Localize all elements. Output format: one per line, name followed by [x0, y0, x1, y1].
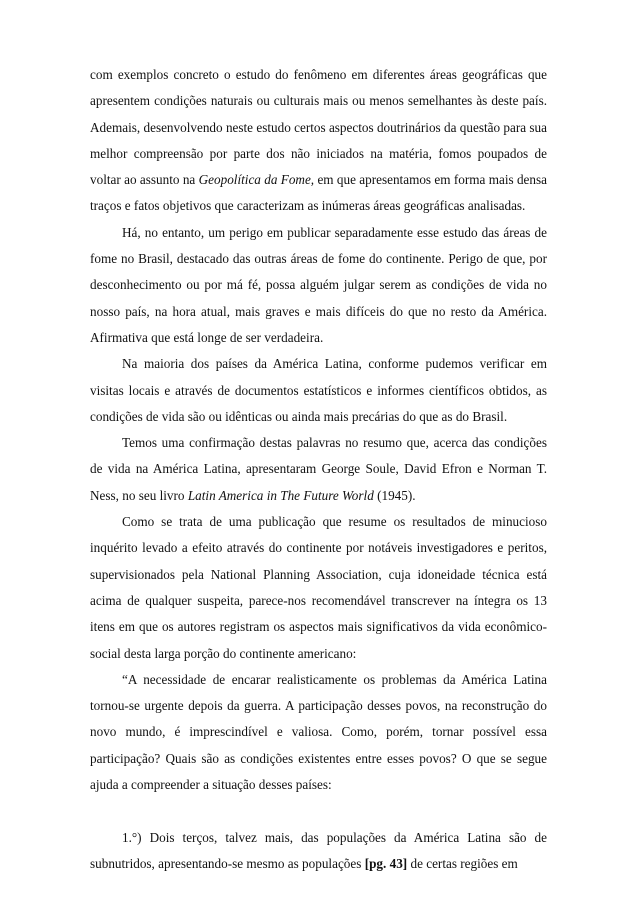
paragraph-4-text-b: (1945). — [373, 487, 416, 503]
page-marker: [pg. 43] — [364, 855, 408, 871]
paragraph-5-text: Como se trata de uma publicação que resume os resultados de minucioso inquérito levado a efeito através do continente por notáveis investigadores e peritos, supervisionados pela National Planning Association, cuja idoneidade técnica está acima de qualquer suspeita, parece-nos recomendável transcrever na íntegra os 13 itens em que os autores registram os aspectos mais significativos da vida econômico-social desta larga porção do continente americano: — [90, 514, 547, 661]
paragraph-7-item-1 — [90, 825, 547, 878]
paragraph-6-quote — [90, 667, 547, 798]
document-body — [90, 62, 547, 877]
paragraph-3 — [90, 351, 547, 430]
paragraph-4 — [90, 430, 547, 509]
book-title-latin-america: Latin America in The Future World — [187, 487, 374, 503]
paragraph-2-text: Há, no entanto, um perigo em publicar separadamente esse estudo das áreas de fome no Brasil, destacado das outras áreas de fome do continente. Perigo de que, por desconhecimento ou por má fé, possa alguém julgar serem as condições de vida no nosso país, na hora atual, mais graves e mais difíceis do que no resto da América. Afirmativa que está longe de ser verdadeira. — [90, 224, 547, 345]
paragraph-4-text-a: Temos uma confirmação destas palavras no resumo que, acerca das condições de vida na América Latina, apresentaram George Soule, David Efron e Norman T. Ness, no seu livro — [90, 435, 547, 503]
paragraph-1-text-b: em que apresentamos em forma mais densa traços e fatos objetivos que caracterizam as inúmeras áreas geográficas analisadas. — [90, 172, 547, 214]
paragraph-7-text-a: 1.°) Dois terços, talvez mais, das populações da América Latina são de subnutridos, apresentando-se mesmo as populações — [90, 829, 547, 871]
paragraph-1-text-a: com exemplos concreto o estudo do fenômeno em diferentes áreas geográficas que apresentem condições naturais ou culturais mais ou menos semelhantes às deste país. Ademais, desenvolvendo neste estudo certos aspectos doutrinários da questão para sua melhor compreensão por parte dos não iniciados na matéria, fomos poupados de voltar ao assunto na — [90, 67, 547, 188]
paragraph-6-text: “A necessidade de encarar realisticamente os problemas da América Latina tornou-se urgente depois da guerra. A participação desses povos, na reconstrução do novo mundo, é imprescindível e valiosa. Como, porém, tornar possível essa participação? Quais são as condições existentes entre esses povos? O que se segue ajuda a compreender a situação desses países: — [90, 671, 547, 793]
paragraph-2 — [90, 220, 547, 351]
paragraph-1 — [90, 62, 547, 220]
paragraph-3-text: Na maioria dos países da América Latina, conforme pudemos verificar em visitas locais e através de documentos estatísticos e informes científicos obtidos, as condições de vida são ou idênticas ou ainda mais precárias do que as do Brasil. — [90, 356, 547, 424]
paragraph-7-text-b: de certas regiões em — [407, 855, 518, 871]
book-title-geopolitica-da-fome: Geopolítica da Fome, — [198, 172, 315, 188]
paragraph-5 — [90, 509, 547, 667]
